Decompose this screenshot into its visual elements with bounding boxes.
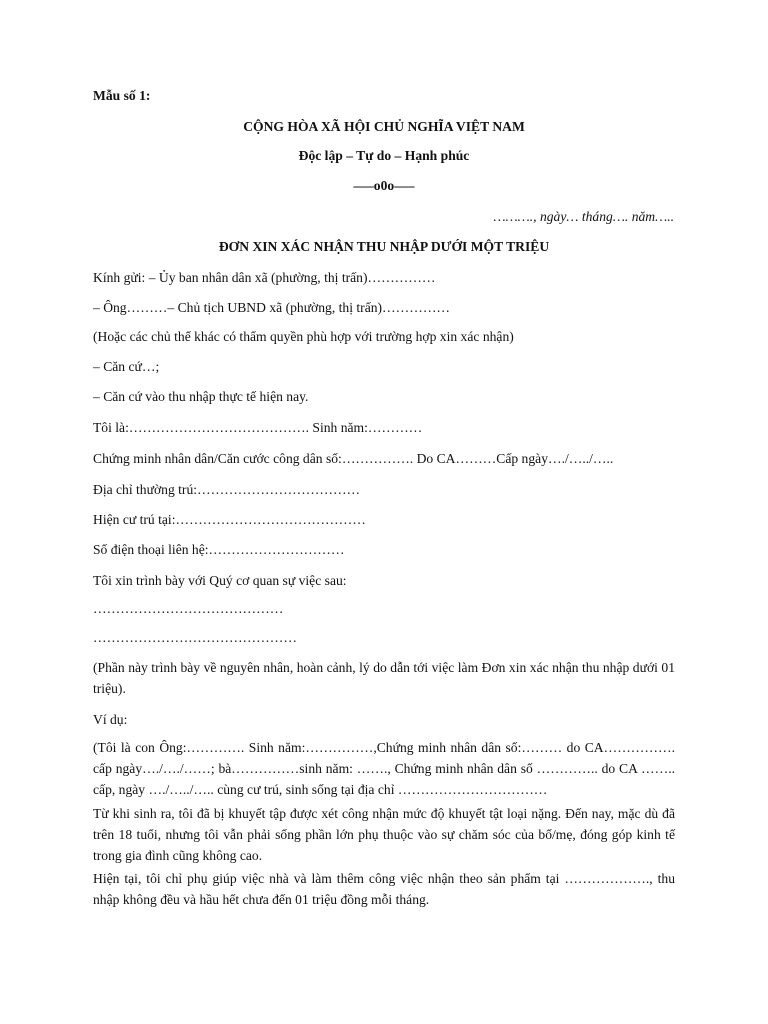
statement-intro-line: Tôi xin trình bày với Quý cơ quan sự việc sau: (93, 573, 347, 588)
date-line: ………., ngày… tháng…. năm….. (493, 209, 674, 224)
current-income-paragraph: Hiện tại, tôi chỉ phụ giúp việc nhà và làm thêm công việc nhận theo sản phẩm tại ………………., thu nhập không đều và hầu hết chưa đến 01 triệu đồng mỗi tháng. (93, 871, 675, 907)
document-title: ĐƠN XIN XÁC NHẬN THU NHẬP DƯỚI MỘT TRIỆU (218, 239, 550, 254)
national-title: CỘNG HÒA XÃ HỘI CHỦ NGHĨA VIỆT NAM (243, 119, 525, 134)
recipient-line: Kính gửi: – Ủy ban nhân dân xã (phường, thị trấn)…………… (93, 270, 436, 285)
basis-line-2: – Căn cứ vào thu nhập thực tế hiện nay. (93, 389, 309, 404)
current-residence-line: Hiện cư trú tại:…………………………………… (93, 512, 366, 527)
disability-paragraph: Từ khi sinh ra, tôi đã bị khuyết tập được xét công nhận mức độ khuyết tật loại nặng. Đến nay, mặc dù đã trên 18 tuổi, nhưng tôi vẫn phải sống phần lớn phụ thuộc vào sự chăm sóc của bố/mẹ, đóng góp kinh tế trong gia đình cũng không cao. (93, 806, 675, 863)
permanent-address-line: Địa chỉ thường trú:……………………………… (93, 482, 361, 497)
motto: Độc lập – Tự do – Hạnh phúc (298, 148, 470, 163)
form-label: Mẫu số 1: (93, 88, 151, 103)
basis-line-1: – Căn cứ…; (93, 359, 160, 374)
blank-dots-line-2: ……………………………………… (93, 630, 297, 645)
name-birthyear-line: Tôi là:…………………………………. Sinh năm:………… (93, 420, 423, 435)
alternative-recipient-line: (Hoặc các chủ thể khác có thẩm quyền phù hợp với trường hợp xin xác nhận) (93, 329, 514, 344)
separator: —–o0o—– (353, 178, 415, 193)
chairman-line: – Ông………– Chủ tịch UBND xã (phường, thị trấn)…………… (93, 300, 451, 315)
blank-dots-line-1: …………………………………… (93, 601, 284, 616)
phone-line: Số điện thoại liên hệ:………………………… (93, 542, 345, 557)
example-paragraph: (Tôi là con Ông:…………. Sinh năm:……………,Chứng minh nhân dân số:……… do CA……………. cấp ngày…./…./……; bà……………sinh năm: ……., Chứng minh nhân dân số ………….. do CA …….. cấp, ngày …./…../….. cùng cư trú, sinh sống tại địa chỉ …………………………… (93, 740, 675, 797)
id-card-line: Chứng minh nhân dân/Căn cước công dân số:……………. Do CA………Cấp ngày…./…../….. (93, 451, 614, 466)
section-note-paragraph: (Phần này trình bày về nguyên nhân, hoàn cảnh, lý do dẫn tới việc làm Đơn xin xác nhận thu nhập dưới 01 triệu). (93, 660, 675, 696)
example-label: Ví dụ: (93, 712, 128, 727)
